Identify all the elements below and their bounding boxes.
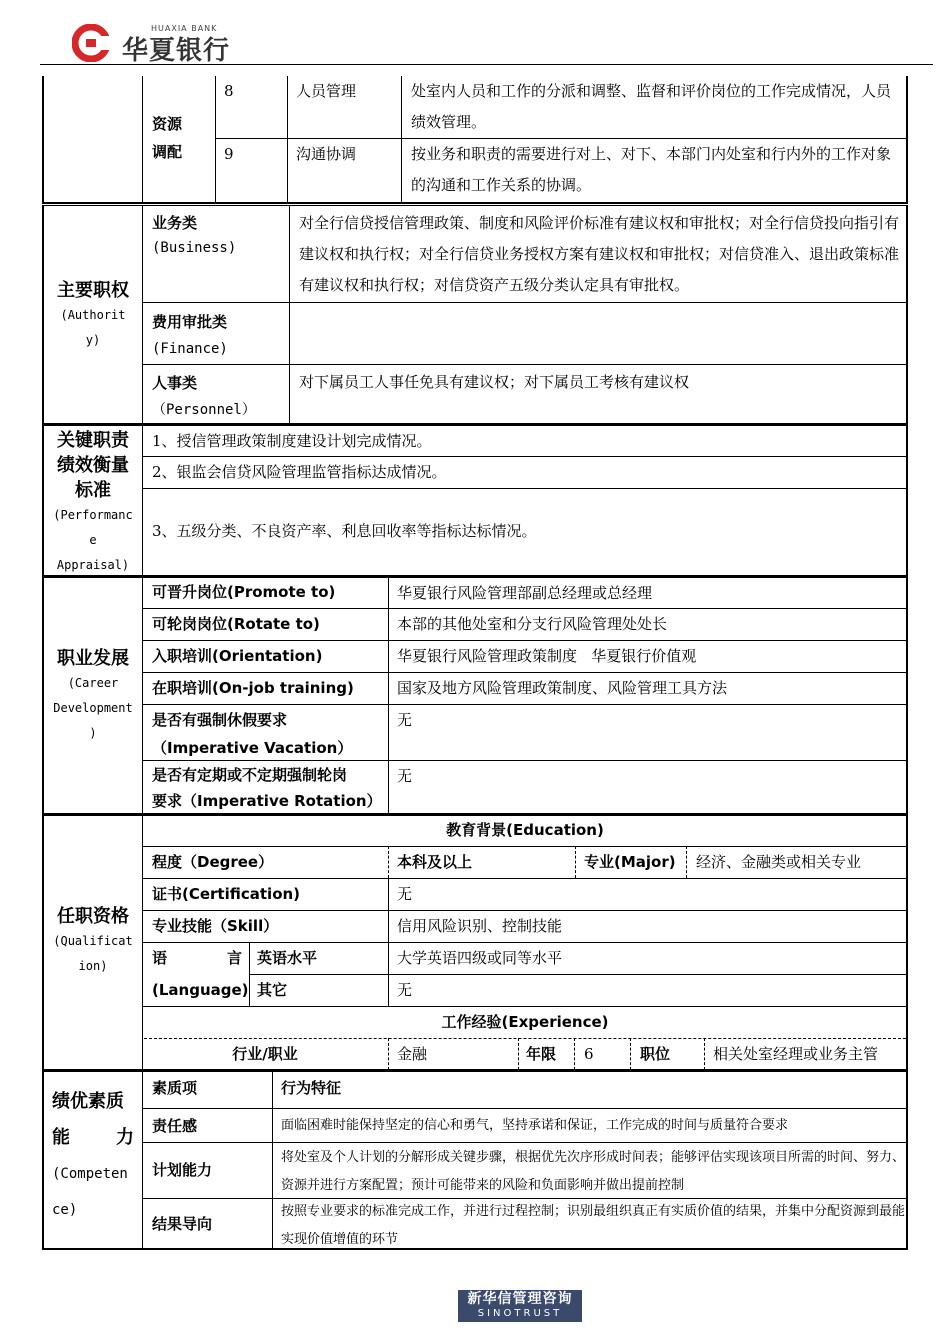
sinotrust-logo: 新华信管理咨询 SINOTRUST (458, 1290, 582, 1322)
years-value: 6 (584, 1045, 594, 1063)
col-item-header: 素质项 (152, 1079, 198, 1097)
personnel-label: 人事类 （Personnel） (152, 374, 256, 418)
competence-item-2: 计划能力 (152, 1161, 213, 1179)
certification-value: 无 (397, 885, 413, 903)
kpi-section (42, 425, 908, 577)
promote-value: 华夏银行风险管理部副总经理或总经理 (397, 584, 653, 602)
major-value: 经济、金融类或相关专业 (696, 853, 862, 871)
resources-section (42, 76, 908, 204)
huaxia-bank-logo-icon (72, 24, 112, 62)
header-rule (40, 64, 933, 65)
major-label: 专业(Major) (584, 853, 676, 871)
experience-header: 工作经验(Experience) (441, 1013, 609, 1031)
rotate-label: 可轮岗岗位(Rotate to) (152, 615, 320, 633)
logo-english: HUAXIA BANK (151, 24, 218, 33)
kpi-title: 关键职责 绩效衡量 标准 (Performanc e Appraisal) (53, 430, 133, 572)
kpi-item-2: 2、银监会信贷风险管理监管指标达成情况。 (152, 463, 447, 481)
onjob-label: 在职培训(On-job training) (152, 679, 354, 697)
years-label: 年限 (526, 1045, 557, 1063)
english-value: 大学英语四级或同等水平 (397, 949, 563, 967)
authority-section (42, 205, 908, 425)
row9-desc: 按业务和职责的需要进行对上、对下、本部门内处室和行内外的工作对象的沟通和工作关系的协调。 (411, 145, 892, 194)
career-title: 职业发展 (Career Development ) (53, 648, 133, 740)
degree-label: 程度（Degree） (152, 853, 274, 871)
position-label: 职位 (640, 1045, 671, 1063)
position-value: 相关处室经理或业务主管 (713, 1045, 879, 1063)
competence-title: 绩优素质 能 力 (Competen ce) (52, 1091, 134, 1218)
qualification-title: 任职资格 (Qualificat ion) (53, 906, 133, 973)
rotation-value: 无 (397, 767, 413, 785)
orientation-value: 华夏银行风险管理政策制度 华夏银行价值观 (397, 647, 697, 665)
promote-label: 可晋升岗位(Promote to) (152, 583, 336, 601)
english-label: 英语水平 (257, 949, 318, 967)
certification-label: 证书(Certification) (152, 885, 301, 903)
skill-value: 信用风险识别、控制技能 (397, 917, 563, 935)
competence-section (42, 1071, 908, 1250)
onjob-value: 国家及地方风险管理政策制度、风险管理工具方法 (397, 679, 728, 697)
personnel-text: 对下属员工人事任免具有建议权；对下属员工考核有建议权 (299, 373, 690, 391)
rotate-value: 本部的其他处室和分支行风险管理处处长 (397, 615, 668, 633)
vacation-value: 无 (397, 711, 413, 729)
competence-desc-3: 按照专业要求的标准完成工作，并进行过程控制；识别最组织真正有实质价值的结果，并集中分配资源到最能实现价值增值的环节 (281, 1204, 906, 1247)
row8-no: 8 (224, 82, 234, 100)
language-label: 语 言 (Language) (152, 949, 249, 999)
resources-label: 资源 调配 (152, 115, 183, 161)
degree-value: 本科及以上 (397, 853, 473, 871)
row9-name: 沟通协调 (296, 145, 357, 163)
kpi-item-3: 3、五级分类、不良资产率、利息回收率等指标达标情况。 (152, 522, 537, 540)
rotation-label: 是否有定期或不定期强制轮岗 要求（Imperative Rotation） (152, 766, 382, 810)
competence-item-3: 结果导向 (152, 1215, 213, 1233)
kpi-item-1: 1、授信管理政策制度建设计划完成情况。 (152, 432, 432, 450)
education-header: 教育背景(Education) (446, 821, 604, 839)
competence-desc-1: 面临困难时能保持坚定的信心和勇气，坚持承诺和保证，工作完成的时间与质量符合要求 (281, 1118, 789, 1133)
career-section (42, 577, 908, 815)
finance-label: 费用审批类 (Finance) (152, 313, 228, 357)
page-header (0, 0, 950, 66)
skill-label: 专业技能（Skill） (152, 917, 279, 935)
row8-desc: 处室内人员和工作的分派和调整、监督和评价岗位的工作完成情况，人员绩效管理。 (411, 82, 892, 131)
qualification-section (42, 815, 908, 1071)
business-text: 对全行信贷授信管理政策、制度和风险评价标准有建议权和审批权；对全行信贷投向指引有建议权和执行权；对全行信贷业务授权方案有建议权和审批权；对信贷准入、退出政策标准有建议权和执行权；对信贷资产五级分类认定具有审批权。 (299, 214, 900, 294)
industry-label: 行业/职业 (232, 1045, 298, 1063)
business-label: 业务类 (Business) (152, 214, 237, 256)
competence-desc-2: 将处室及个人计划的分解形成关键步骤，根据优先次序形成时间表；能够评估实现该项目所需的时间、努力、资源并进行方案配置；预计可能带来的风险和负面影响并做出提前控制 (281, 1150, 906, 1193)
orientation-label: 入职培训(Orientation) (152, 647, 323, 665)
other-language-value: 无 (397, 981, 413, 999)
col-behavior-header: 行为特征 (281, 1079, 342, 1097)
row8-name: 人员管理 (296, 82, 357, 100)
industry-value: 金融 (397, 1045, 428, 1063)
other-language-label: 其它 (257, 981, 288, 999)
competence-item-1: 责任感 (152, 1117, 198, 1135)
vacation-label: 是否有强制休假要求 （Imperative Vacation） (152, 711, 353, 757)
row9-no: 9 (224, 145, 234, 163)
authority-title: 主要职权 (Authorit y) (57, 280, 129, 347)
logo-chinese: 华夏银行 (122, 36, 231, 66)
